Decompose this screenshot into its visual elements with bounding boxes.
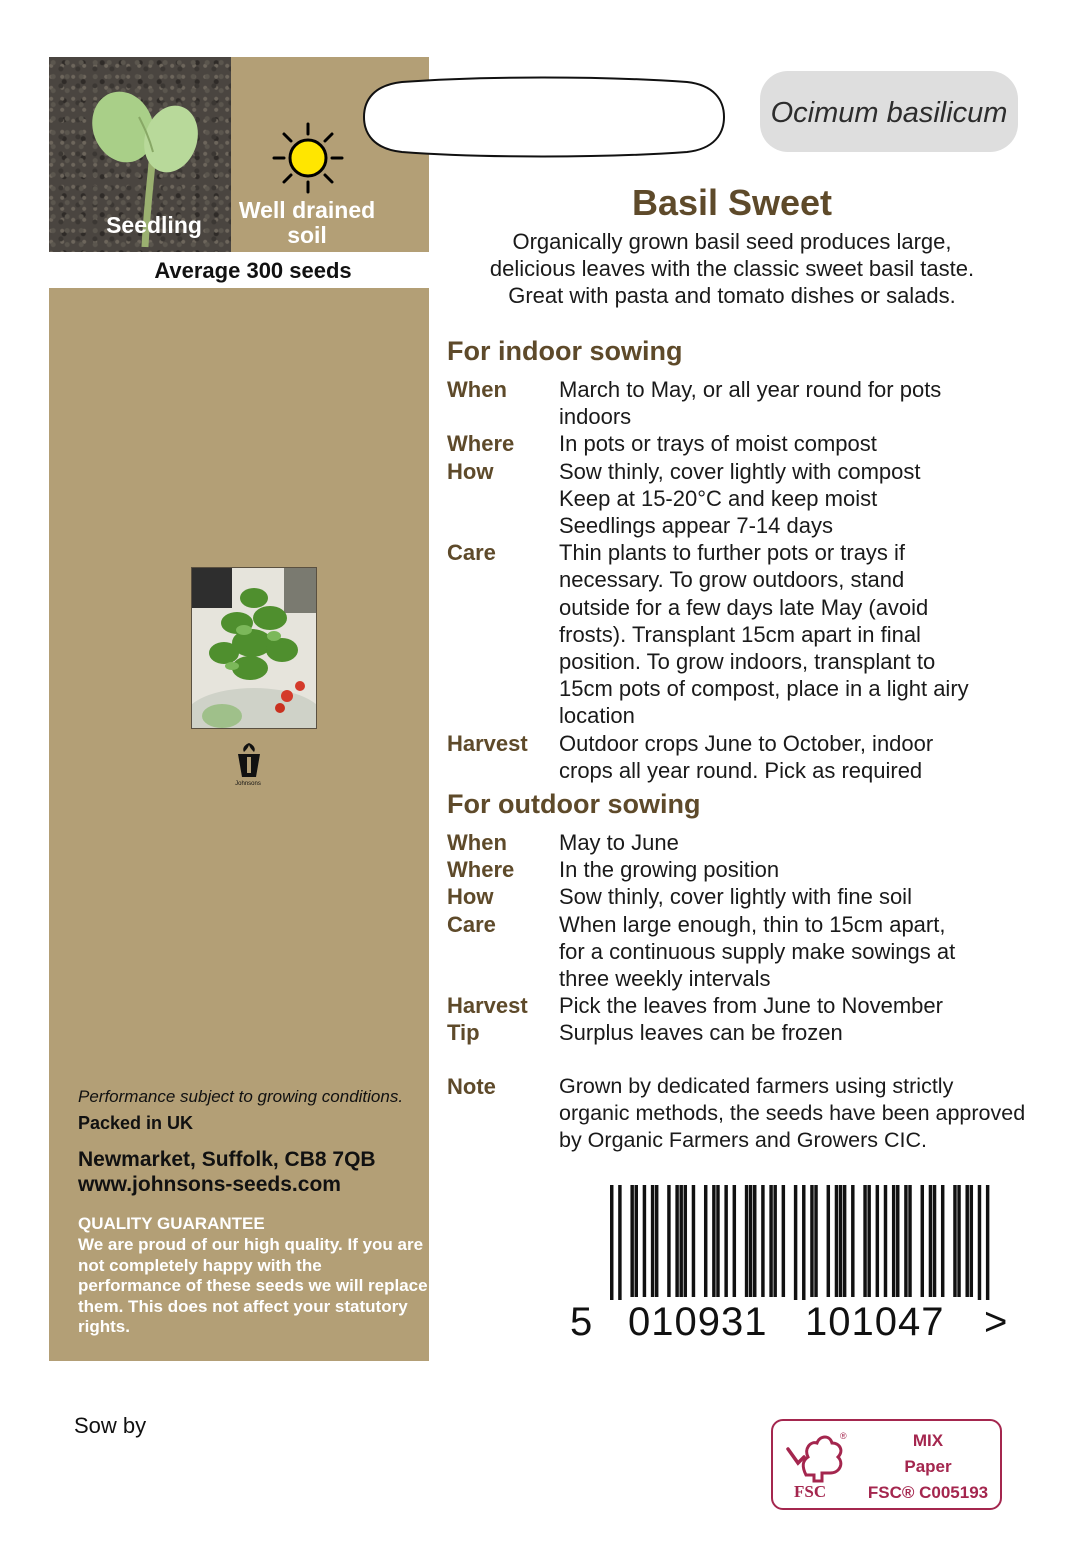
barcode-bar	[941, 1185, 944, 1297]
barcode-bar	[892, 1185, 895, 1297]
latin-name: Ocimum basilicum	[770, 97, 1008, 129]
barcode-bar	[843, 1185, 846, 1297]
barcode-bar	[827, 1185, 830, 1297]
row-label: How	[447, 884, 494, 910]
barcode-bar	[933, 1185, 936, 1297]
barcode-bar	[667, 1185, 670, 1297]
barcode-bar	[782, 1185, 785, 1297]
row-text: Outdoor crops June to October, indoor crops all year round. Pick as required	[559, 730, 934, 783]
note-label: Note	[447, 1074, 496, 1099]
row-label: Harvest	[447, 993, 528, 1019]
barcode-bar	[630, 1185, 633, 1297]
row-label: How	[447, 458, 494, 484]
row-text: Thin plants to further pots or trays if necessary. To grow outdoors, stand outside for a few days late May (avoid frosts). Transplant 15cm apart in final position. To grow indoors, transplant to 15cm pots of compost, place in a light airy location	[559, 540, 969, 729]
product-description	[432, 228, 1032, 309]
barcode-bar	[970, 1185, 973, 1297]
barcode-bar	[851, 1185, 854, 1297]
barcode-bar	[867, 1185, 870, 1297]
indoor-sowing-heading: For indoor sowing	[447, 336, 683, 366]
soil-label-line1: Well drained	[238, 197, 376, 223]
barcode-bar	[716, 1185, 719, 1297]
barcode-bar	[953, 1185, 956, 1297]
barcode-bar	[773, 1185, 776, 1297]
outdoor-row-tip	[447, 1019, 1037, 1046]
row-label: Where	[447, 857, 515, 883]
sun-icon	[270, 122, 346, 198]
row-label: When	[447, 377, 507, 402]
barcode-bar	[675, 1185, 678, 1297]
basil-plant-photo	[191, 567, 317, 729]
johnsons-logo-text: Johnsons	[235, 781, 261, 787]
company-website[interactable]: www.johnsons-seeds.com	[78, 1173, 341, 1196]
barcode-bar	[745, 1185, 748, 1297]
barcode-bar	[904, 1185, 907, 1297]
barcode-bar	[692, 1185, 695, 1297]
barcode-bar	[679, 1185, 682, 1297]
barcode-bar	[794, 1185, 797, 1300]
barcode-bar	[876, 1185, 879, 1297]
barcode-bar	[753, 1185, 756, 1297]
barcode-bar	[655, 1185, 658, 1297]
fsc-paper-label: Paper	[904, 1457, 952, 1476]
row-text: Sow thinly, cover lightly with compost Keep at 15-20°C and keep moist Seedlings appear 7-14 days	[559, 458, 921, 539]
seed-count: Average 300 seeds	[154, 258, 352, 283]
outdoor-row-care	[447, 911, 1037, 993]
barcode-bar	[643, 1185, 646, 1297]
fsc-license-code: FSC® C005193	[867, 1483, 989, 1502]
indoor-sowing-table	[447, 376, 1037, 784]
barcode-bar	[704, 1185, 707, 1297]
barcode-digits-left: 010931	[628, 1300, 768, 1344]
row-text: When large enough, thin to 15cm apart, for a continuous supply make sowings at three weekly intervals	[559, 911, 956, 992]
row-label: Care	[447, 540, 496, 566]
row-label: Care	[447, 911, 496, 937]
outdoor-row-when	[447, 829, 1037, 856]
barcode-first-digit: 5	[570, 1300, 593, 1344]
quality-guarantee-title: QUALITY GUARANTEE	[78, 1214, 265, 1233]
barcode-bar	[896, 1185, 899, 1297]
barcode-bar	[712, 1185, 715, 1297]
row-text: Pick the leaves from June to November	[559, 993, 943, 1019]
row-label: Tip	[447, 1020, 480, 1046]
barcode-bar	[802, 1185, 805, 1300]
barcode-bar	[921, 1185, 924, 1297]
barcode-bar	[724, 1185, 727, 1297]
row-label: When	[447, 830, 507, 855]
svg-text:®: ®	[840, 1431, 847, 1441]
barcode-bar	[610, 1185, 613, 1300]
barcode-bar	[863, 1185, 866, 1297]
fsc-logo-text: FSC	[794, 1482, 827, 1501]
blank-label-shape	[362, 68, 726, 166]
barcode-bar	[986, 1185, 989, 1300]
outdoor-row-how	[447, 883, 1037, 910]
packed-in: Packed in UK	[78, 1113, 194, 1133]
johnsons-logo-icon	[236, 741, 262, 781]
description-line: Organically grown basil seed produces large,	[512, 229, 952, 254]
outdoor-sowing-heading: For outdoor sowing	[447, 789, 701, 819]
outdoor-row-where	[447, 856, 1037, 883]
quality-guarantee-text: We are proud of our high quality. If you are not completely happy with the performance of these seeds we will replace them. This does not affect your statutory rights.	[78, 1235, 428, 1336]
barcode-quiet-zone-arrow: >	[984, 1300, 1008, 1344]
barcode-bar	[814, 1185, 817, 1297]
soil-condition-label	[231, 198, 383, 248]
barcode-bar	[965, 1185, 968, 1297]
barcode-bar	[908, 1185, 911, 1297]
outdoor-sowing-table	[447, 829, 1037, 1047]
indoor-row-when	[447, 376, 1037, 430]
note-row	[447, 1073, 1037, 1154]
indoor-row-where	[447, 430, 1037, 457]
indoor-row-harvest	[447, 730, 1037, 784]
barcode	[610, 1185, 990, 1300]
row-label: Where	[447, 431, 515, 457]
row-text: March to May, or all year round for pots indoors	[559, 377, 942, 430]
barcode-bar	[978, 1185, 981, 1300]
barcode-bar	[618, 1185, 621, 1300]
row-text: In pots or trays of moist compost	[559, 431, 877, 457]
fsc-mix-label: MIX	[912, 1431, 944, 1450]
barcode-digits-right: 101047	[805, 1300, 945, 1344]
barcode-bar	[733, 1185, 736, 1297]
description-line: delicious leaves with the classic sweet basil taste.	[489, 256, 975, 281]
barcode-bar	[749, 1185, 752, 1297]
barcode-bar	[929, 1185, 932, 1297]
indoor-row-care	[447, 539, 1037, 729]
fsc-tree-icon	[784, 1427, 850, 1483]
barcode-bar	[835, 1185, 838, 1297]
description-line: Great with pasta and tomato dishes or salads.	[508, 283, 956, 308]
barcode-bar	[684, 1185, 687, 1297]
barcode-bar	[884, 1185, 887, 1297]
barcode-bar	[839, 1185, 842, 1297]
row-text: Surplus leaves can be frozen	[559, 1020, 843, 1046]
barcode-bar	[635, 1185, 638, 1297]
row-text: May to June	[559, 830, 679, 855]
barcode-bar	[810, 1185, 813, 1297]
performance-note: Performance subject to growing conditions.	[78, 1087, 404, 1106]
note-text: Grown by dedicated farmers using strictly organic methods, the seeds have been approved by Organic Farmers and Growers CIC.	[559, 1074, 1026, 1152]
seedling-label: Seedling	[106, 212, 202, 238]
barcode-bar	[651, 1185, 654, 1297]
company-address: Newmarket, Suffolk, CB8 7QB	[78, 1148, 376, 1171]
product-title: Basil Sweet	[631, 182, 833, 223]
indoor-row-how	[447, 458, 1037, 540]
outdoor-row-harvest	[447, 992, 1037, 1019]
row-label: Harvest	[447, 730, 528, 756]
sow-by-label: Sow by	[74, 1413, 147, 1438]
barcode-bar	[761, 1185, 764, 1297]
barcode-bar	[769, 1185, 772, 1297]
row-text: In the growing position	[559, 857, 780, 883]
soil-label-line2: soil	[287, 222, 327, 248]
barcode-bar	[957, 1185, 960, 1297]
row-text: Sow thinly, cover lightly with fine soil	[559, 884, 912, 910]
